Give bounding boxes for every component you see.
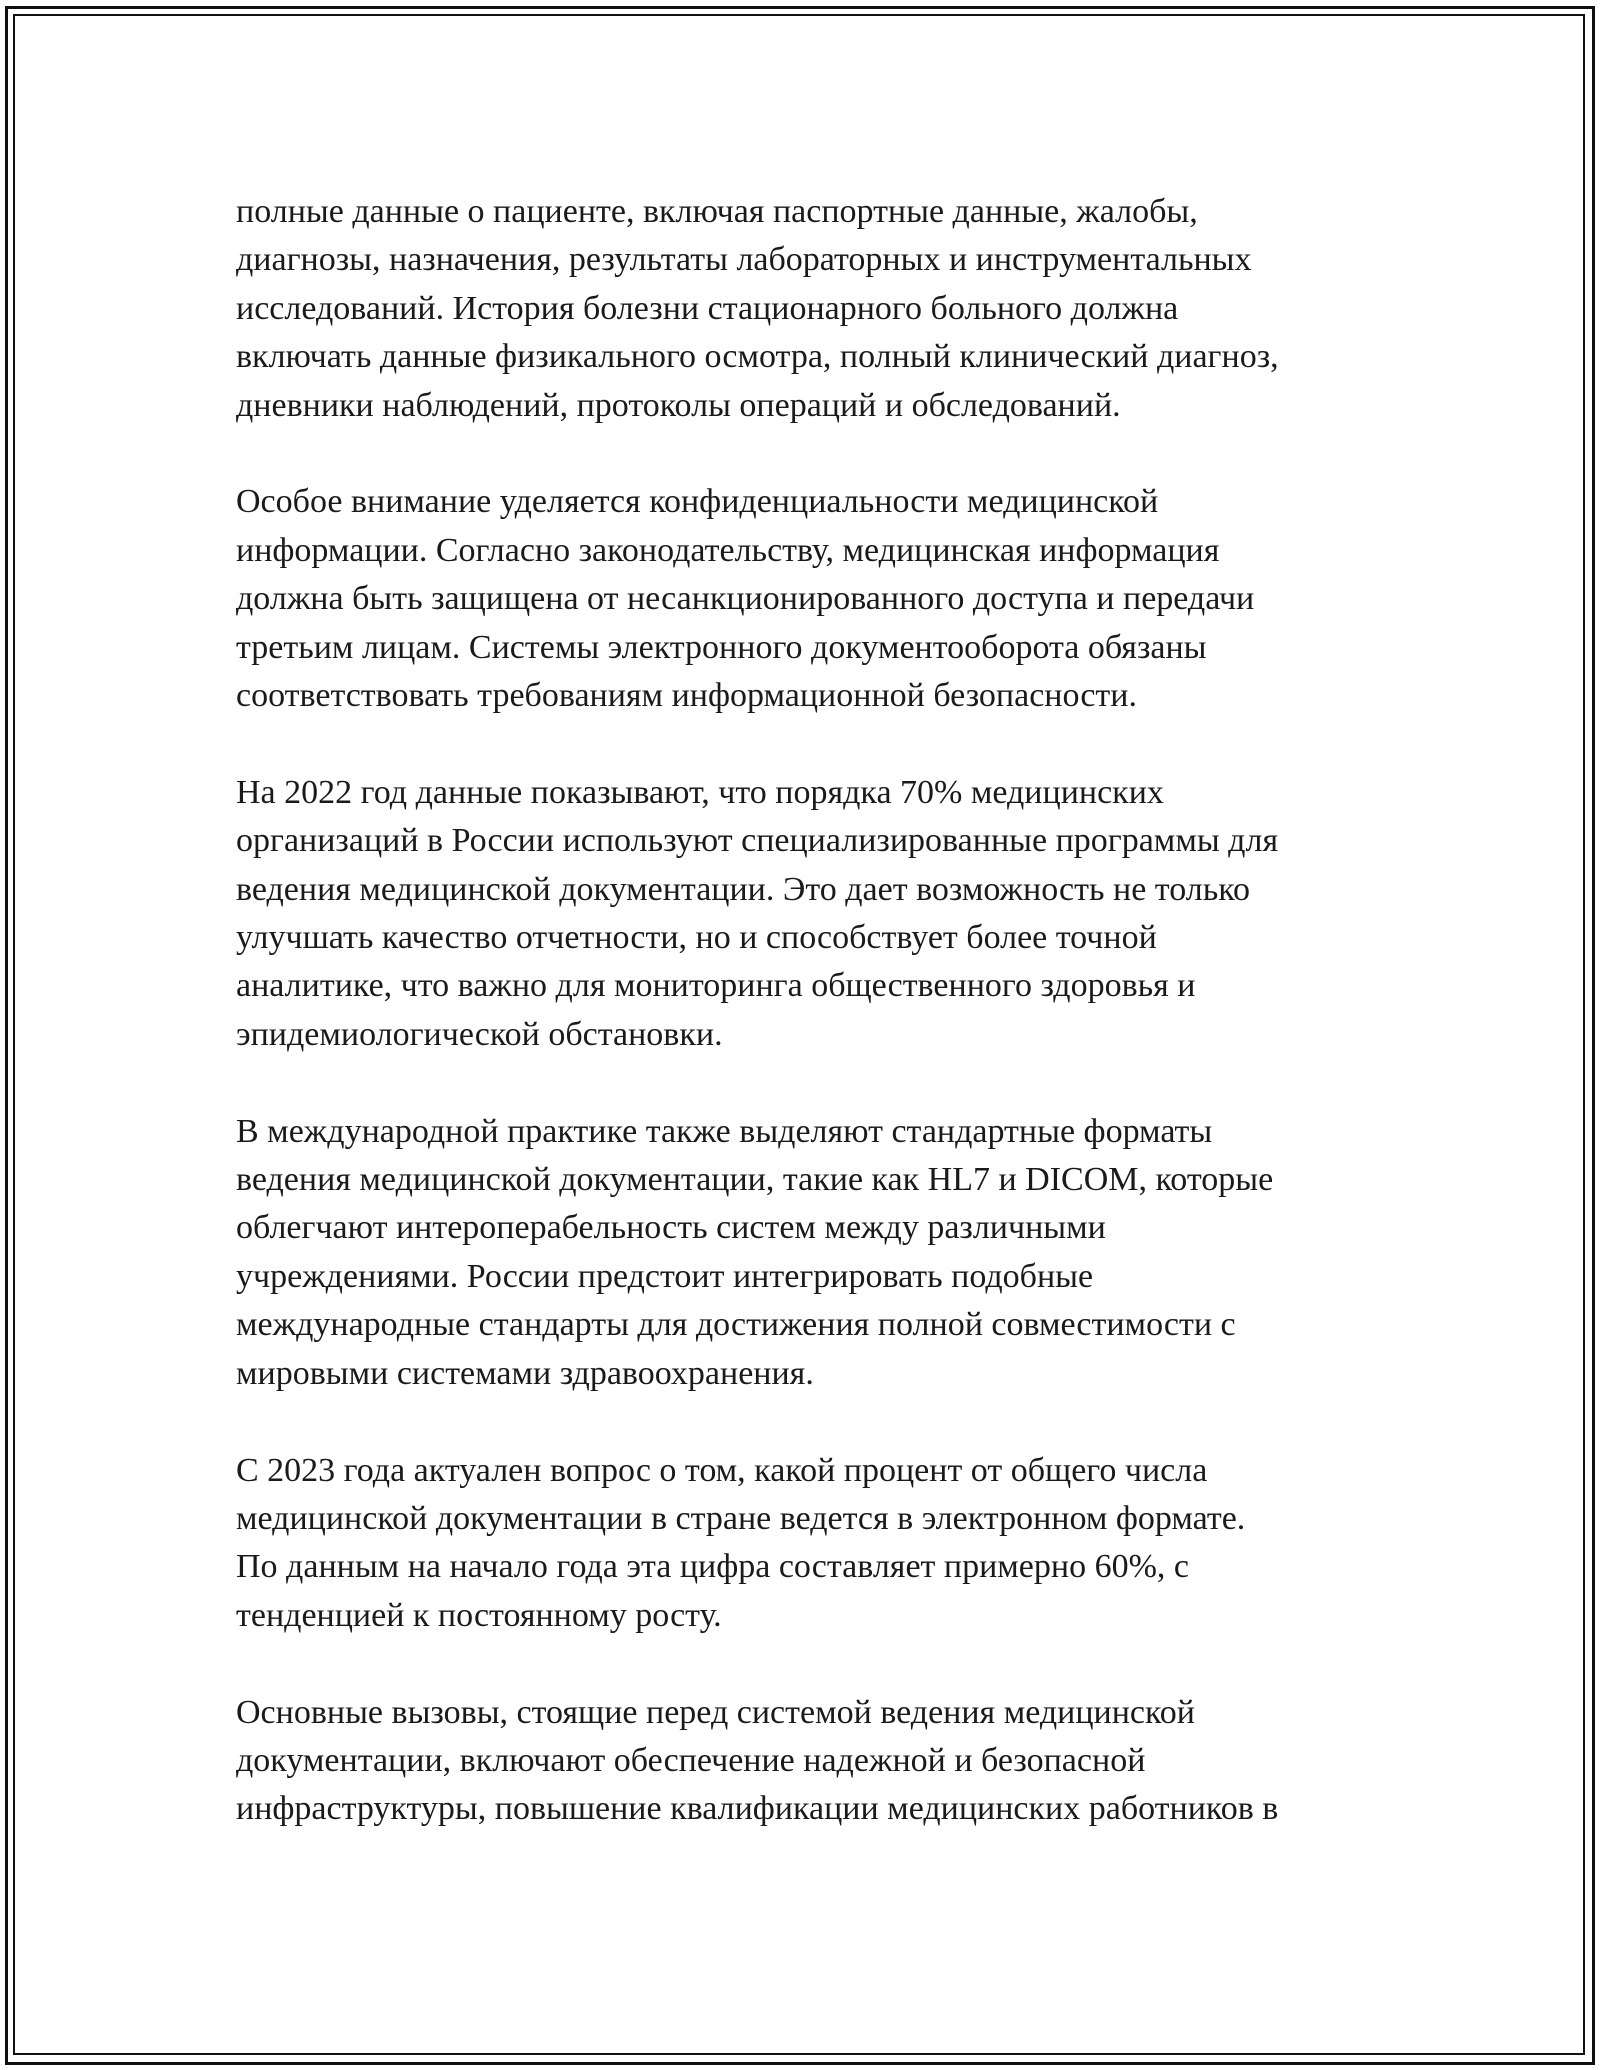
- paragraph-international-standards: [236, 1108, 1396, 1398]
- text-line: исследований. История болезни стационарного больного должна: [236, 289, 1179, 327]
- text-line: должна быть защищена от несанкционированного доступа и передачи: [236, 580, 1255, 618]
- text-line: В международной практике также выделяют стандартные форматы: [236, 1112, 1213, 1150]
- text-line: Особое внимание уделяется конфиденциальности медицинской: [236, 483, 1159, 521]
- text-line: тенденцией к постоянному росту.: [236, 1596, 722, 1634]
- text-line: аналитике, что важно для мониторинга общественного здоровья и: [236, 967, 1196, 1005]
- text-line: эпидемиологической обстановки.: [236, 1015, 723, 1053]
- text-line: информации. Согласно законодательству, медицинская информация: [236, 531, 1220, 569]
- paragraph-2023-electronic-share: [236, 1447, 1396, 1641]
- text-line: С 2023 года актуален вопрос о том, какой процент от общего числа: [236, 1451, 1208, 1489]
- text-line: диагнозы, назначения, результаты лабораторных и инструментальных: [236, 241, 1252, 279]
- text-line: На 2022 год данные показывают, что порядка 70% медицинских: [236, 773, 1164, 811]
- text-line: включать данные физикального осмотра, полный клинический диагноз,: [236, 338, 1279, 376]
- text-line: инфраструктуры, повышение квалификации медицинских работников в: [236, 1790, 1279, 1828]
- paragraph-patient-data: [236, 188, 1396, 430]
- text-line: мировыми системами здравоохранения.: [236, 1354, 814, 1392]
- text-line: По данным на начало года эта цифра составляет примерно 60%, с: [236, 1548, 1189, 1586]
- paragraph-challenges: [236, 1689, 1396, 1834]
- text-line: документации, включают обеспечение надежной и безопасной: [236, 1741, 1146, 1779]
- text-line: третьим лицам. Системы электронного документооборота обязаны: [236, 628, 1207, 666]
- text-line: международные стандарты для достижения полной совместимости с: [236, 1306, 1236, 1344]
- paragraph-confidentiality: [236, 478, 1396, 720]
- text-line: ведения медицинской документации. Это дает возможность не только: [236, 870, 1251, 908]
- text-line: медицинской документации в стране ведется в электронном формате.: [236, 1499, 1246, 1537]
- text-line: учреждениями. России предстоит интегрировать подобные: [236, 1257, 1094, 1295]
- text-line: организаций в России используют специализированные программы для: [236, 822, 1279, 860]
- text-line: дневники наблюдений, протоколы операций и обследований.: [236, 386, 1121, 424]
- document-body: [236, 188, 1396, 1834]
- text-line: Основные вызовы, стоящие перед системой ведения медицинской: [236, 1693, 1196, 1731]
- text-line: улучшать качество отчетности, но и способствует более точной: [236, 919, 1157, 957]
- text-line: облегчают интероперабельность систем между различными: [236, 1209, 1106, 1247]
- text-line: полные данные о пациенте, включая паспортные данные, жалобы,: [236, 193, 1198, 230]
- paragraph-2022-statistics: [236, 769, 1396, 1059]
- text-line: ведения медицинской документации, такие как HL7 и DICOM, которые: [236, 1161, 1274, 1199]
- text-line: соответствовать требованиям информационной безопасности.: [236, 677, 1137, 715]
